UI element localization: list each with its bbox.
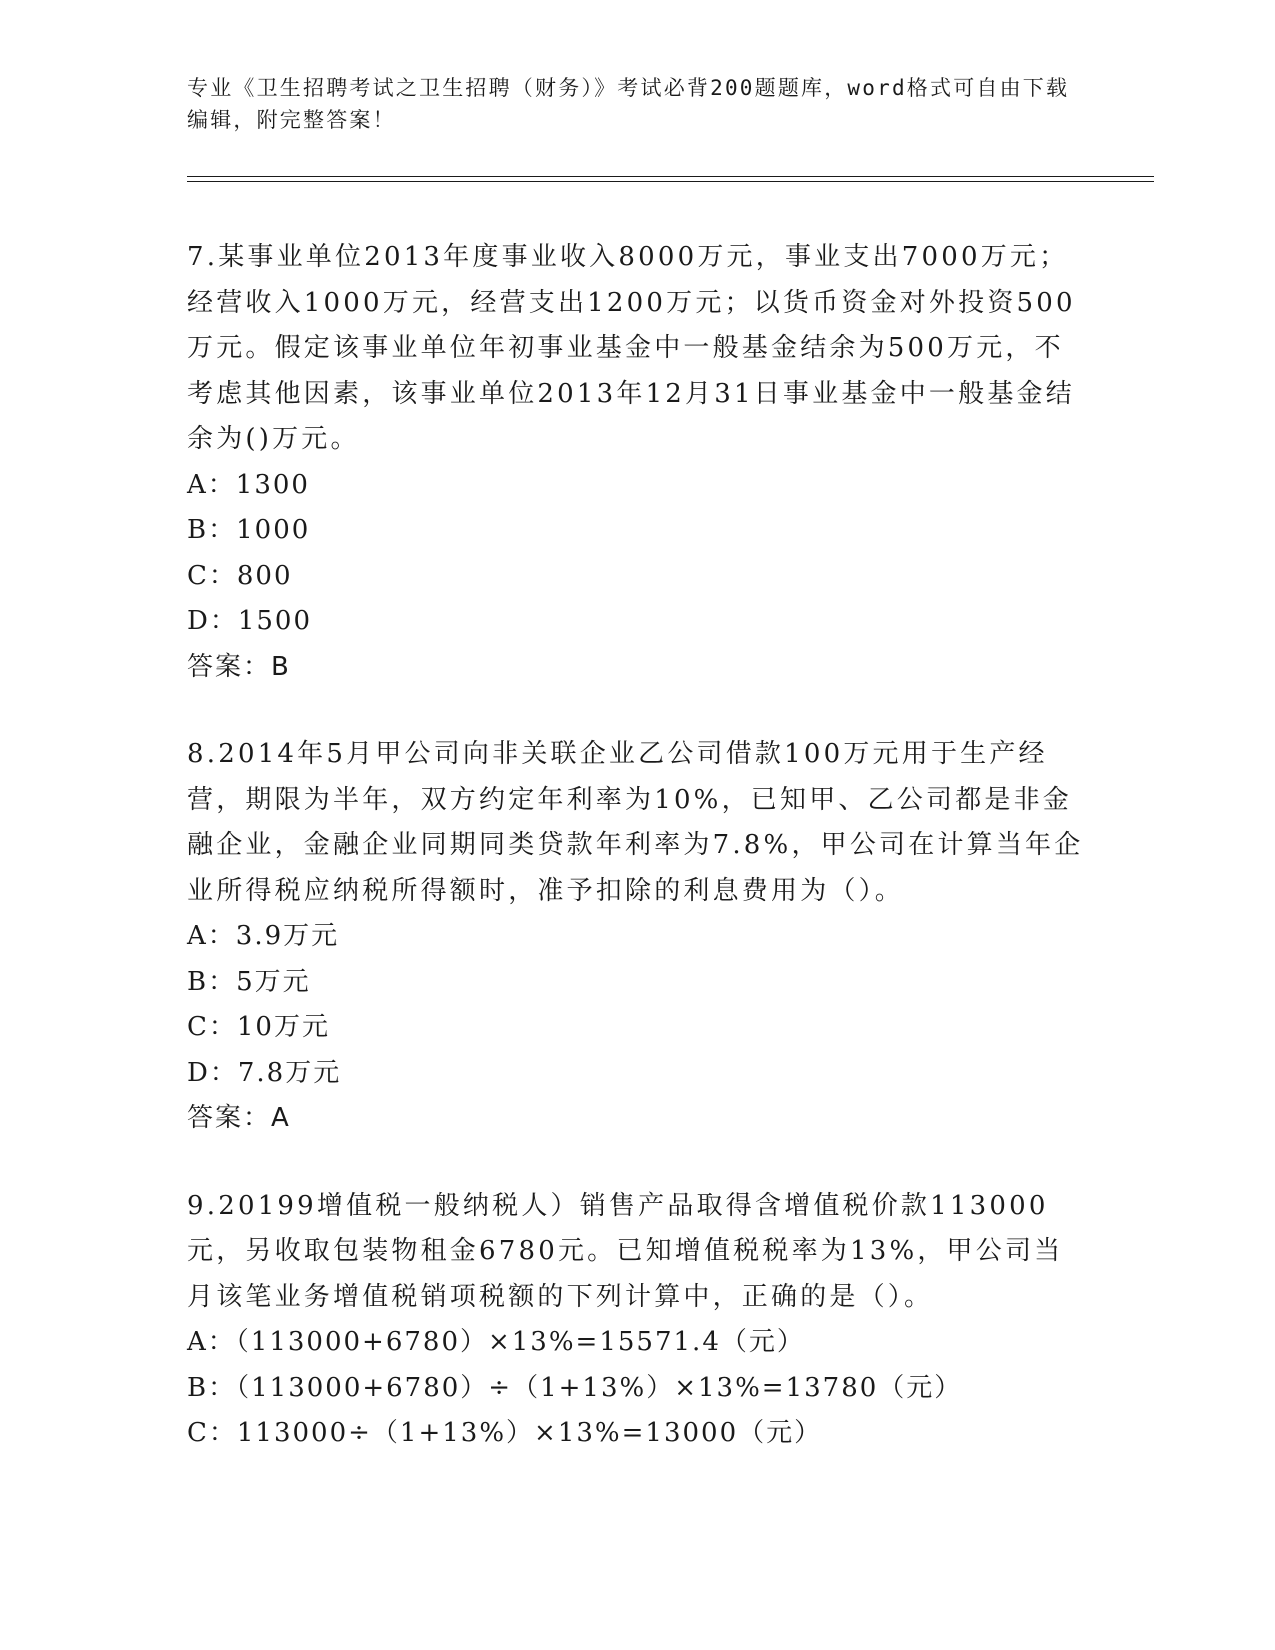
header-divider-bottom [187, 181, 1154, 182]
header-divider-top [187, 176, 1154, 177]
question-7 [187, 235, 1087, 690]
option-d: D：1500 [187, 606, 313, 636]
option-c: C：113000÷（1+13%）×13%=13000（元） [187, 1418, 823, 1448]
option-a: A：3.9万元 [187, 921, 340, 951]
option-d: D：7.8万元 [187, 1057, 342, 1088]
option-c: C：10万元 [187, 1012, 330, 1042]
answer-line: 答案：B [187, 651, 291, 682]
question-stem: 9.20199增值税一般纳税人）销售产品取得含增值税价款113000元，另收取包装物租金6780元。已知增值税税率为13%，甲公司当月该笔业务增值税销项税额的下列计算中，正确的是（）。 [187, 1190, 1064, 1312]
question-stem: 8.2014年5月甲公司向非关联企业乙公司借款100万元用于生产经营，期限为半年，双方约定年利率为10%，已知甲、乙公司都是非金融企业，金融企业同期同类贷款年利率为7.8%，甲公司在计算当年企业所得税应纳税所得额时，准予扣除的利息费用为（）。 [187, 739, 1084, 906]
question-9 [187, 1184, 1087, 1457]
question-8 [187, 732, 1087, 1142]
question-list [187, 235, 1087, 1499]
option-c: C：800 [187, 560, 293, 591]
option-b: B：（113000+6780）÷（1+13%）×13%=13780（元） [187, 1372, 963, 1403]
option-b: B：1000 [187, 515, 311, 545]
option-b: B：5万元 [187, 966, 311, 997]
question-stem: 7.某事业单位2013年度事业收入8000万元，事业支出7000万元；经营收入1000万元，经营支出1200万元；以货币资金对外投资500万元。假定该事业单位年初事业基金中一般基金结余为500万元，不考虑其他因素，该事业单位2013年12月31日事业基金中一般基金结余为()万元。 [187, 242, 1076, 454]
document-header: 专业《卫生招聘考试之卫生招聘（财务）》考试必背200题题库，word格式可自由下载编辑，附完整答案！ [187, 76, 1070, 132]
answer-line: 答案：A [187, 1103, 291, 1133]
option-a: A：1300 [187, 469, 310, 500]
option-a: A：（113000+6780）×13%=15571.4（元） [187, 1327, 805, 1357]
